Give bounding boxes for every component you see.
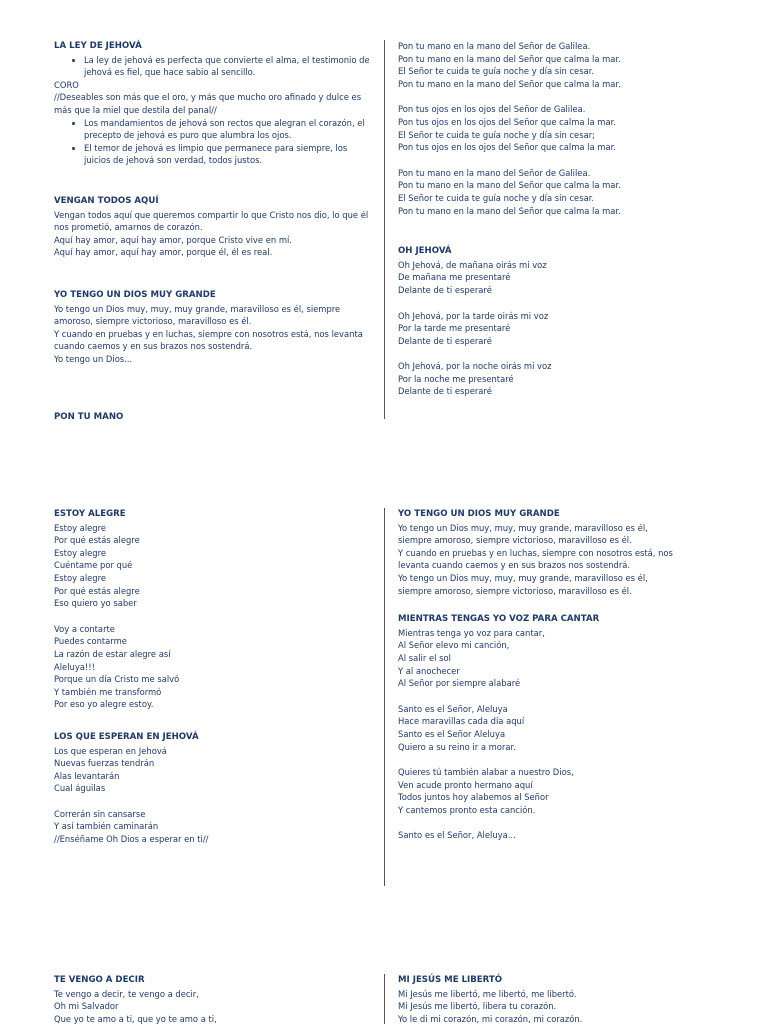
song-oh-jehova	[398, 245, 718, 398]
lyric-line: Por la tarde me presentaré	[398, 323, 511, 334]
lyric-line: Y cuando en pruebas y en luchas, siempre con nosotros está, nos	[398, 547, 673, 558]
stanza	[398, 259, 718, 297]
lyric-line: Y así también caminarán	[54, 821, 159, 832]
list-item: • El temor de jehová es limpio que permanece para siempre, los juicios de jehová son verdad, todos justos.	[84, 142, 372, 167]
lyric-line: Estoy alegre	[54, 547, 107, 558]
song-los-que-esperan	[54, 731, 372, 846]
song-title: LOS QUE ESPERAN EN JEHOVÁ	[54, 731, 199, 742]
page-3-left-column	[54, 974, 372, 1025]
lyric-line: Pon tu mano en la mano del Señor de Galilea.	[398, 167, 591, 178]
lyric-line: Al salir el sol	[398, 652, 451, 663]
stanza	[398, 766, 718, 816]
lyric-line: Yo tengo un Dios...	[54, 353, 133, 364]
page-1-left-column	[54, 40, 372, 425]
bullet-list	[54, 54, 372, 79]
chorus-label: CORO	[54, 79, 79, 90]
lyric-line: Que yo te amo a ti, que yo te amo a ti,	[54, 1013, 217, 1024]
lyric-line: Ven acude pronto hermano aquí	[398, 779, 533, 790]
song-title: MI JESÚS ME LIBERTÓ	[398, 975, 503, 985]
song-title: OH JEHOVÁ	[398, 246, 452, 257]
song-mientras-tenga-voz	[398, 613, 718, 842]
lyric-line: Pon tu mano en la mano del Señor que calma la mar.	[398, 205, 621, 216]
lyric-line: Hace maravillas cada día aquí	[398, 716, 525, 727]
lyric-line: Estoy alegre	[54, 522, 107, 533]
lyric-line: Oh Jehová, por la tarde oirás mi voz	[398, 310, 549, 321]
lyric-line: Puedes contarme	[54, 636, 127, 647]
lyric-line: Todos juntos hoy alabemos al Señor	[398, 792, 549, 803]
lyric-line: Mientras tenga yo voz para cantar,	[398, 627, 545, 638]
lyric-line: El Señor te cuida te guía noche y día sin cesar.	[398, 66, 595, 77]
stanza	[54, 522, 372, 610]
lyric-line: Oh Jehová, de mañana oirás mi voz	[398, 259, 547, 270]
stanza	[398, 40, 718, 90]
lyric-line: Santo es el Señor Aleluya	[398, 728, 506, 739]
lyric-line: Pon tus ojos en los ojos del Señor que calma la mar.	[398, 142, 616, 153]
column-divider	[384, 974, 385, 1024]
lyric-line: Alas levantarán	[54, 770, 120, 781]
lyric-line: Aleluya!!!	[54, 661, 96, 672]
lyric-line: Delante de ti esperaré	[398, 284, 492, 295]
lyric-line: Santo es el Señor, Aleluya...	[398, 830, 516, 841]
stanza	[398, 829, 718, 842]
page-2	[0, 508, 768, 888]
bullet-list	[54, 117, 372, 167]
page-3	[0, 974, 768, 1024]
lyric-line: Y también me transformó	[54, 686, 162, 697]
lyric-line: Cuéntame por qué	[54, 560, 133, 571]
lyric-line: Por la noche me presentaré	[398, 373, 514, 384]
lyric-line: Pon tus ojos en los ojos del Señor de Galilea.	[398, 104, 586, 115]
lyric-line: Vengan todos aquí que queremos compartir lo que Cristo nos dio, lo que él nos prometió, amarnos de corazón.	[54, 209, 369, 233]
lyric-line: Pon tu mano en la mano del Señor que calma la mar.	[398, 180, 621, 191]
song-vengan-todos-aqui	[54, 195, 372, 259]
page-1	[0, 40, 768, 423]
lyric-line: Santo es el Señor, Aleluya	[398, 703, 508, 714]
lyric-line: Pon tu mano en la mano del Señor que calma la mar.	[398, 78, 621, 89]
column-divider	[384, 40, 385, 419]
lyric-line: Mi Jesús me libertó, me libertó, me libertó.	[398, 988, 577, 999]
lyric-line: Oh Jehová, por la noche oirás mi voz	[398, 361, 552, 372]
stanza	[54, 623, 372, 711]
lyric-line: Oh mi Salvador	[54, 1001, 119, 1012]
lyric-line: siempre amoroso, siempre victorioso, maravilloso es él.	[398, 535, 632, 546]
song-la-ley-de-jehova	[54, 40, 372, 167]
lyric-line: Quieres tú también alabar a nuestro Dios,	[398, 767, 574, 778]
song-title: YO TENGO UN DIOS MUY GRANDE	[398, 509, 560, 519]
lyric-line: Y cantemos pronto esta canción.	[398, 804, 536, 815]
page-3-right-column	[398, 974, 718, 1025]
chorus-text: //Deseables son más que el oro, y más que mucho oro afinado y dulce es más que la miel que destila del panal//	[54, 92, 362, 115]
list-item: • Los mandamientos de jehová son rectos que alegran el corazón, el precepto de jehová es puro que alumbra los ojos.	[84, 117, 372, 142]
lyric-line: Los que esperan en Jehová	[54, 745, 167, 756]
song-title: ESTOY ALEGRE	[54, 509, 126, 519]
lyric-line: Yo tengo un Dios muy, muy, muy grande, maravilloso es él, siempre amoroso, siempre victorioso, maravilloso es él.	[54, 303, 341, 327]
page-1-right-column	[398, 40, 718, 424]
lyric-line: Por qué estás alegre	[54, 585, 140, 596]
lyric-line: El Señor te cuida te guía noche y día sin cesar.	[398, 192, 595, 203]
song-yo-tengo-un-dios-2	[398, 508, 718, 597]
lyric-line: La razón de estar alegre así	[54, 648, 171, 659]
stanza	[398, 703, 718, 753]
lyric-line: Quiero a su reino ir a morar.	[398, 741, 516, 752]
stanza	[54, 745, 372, 795]
stanza	[398, 103, 718, 153]
song-title-pon-tu-mano: PON TU MANO	[54, 412, 124, 423]
song-title: TE VENGO A DECIR	[54, 975, 145, 985]
lyric-line: Estoy alegre	[54, 572, 107, 583]
song-title: YO TENGO UN DIOS MUY GRANDE	[54, 289, 216, 300]
lyric-line: De mañana me presentaré	[398, 272, 511, 283]
lyric-line: Pon tu mano en la mano del Señor que calma la mar.	[398, 53, 621, 64]
stanza	[398, 360, 718, 398]
lyric-line: Delante de ti esperaré	[398, 335, 492, 346]
song-title: LA LEY DE JEHOVÁ	[54, 41, 142, 51]
lyric-line: Mi Jesús me libertó, libera tu corazón.	[398, 1001, 557, 1012]
lyric-line: Delante de ti esperaré	[398, 386, 492, 397]
stanza	[54, 808, 372, 846]
lyric-line: Correrán sin cansarse	[54, 808, 146, 819]
lyric-line: Voy a contarte	[54, 623, 115, 634]
lyric-line: siempre amoroso, siempre victorioso, maravilloso es él.	[398, 585, 632, 596]
page-2-right-column	[398, 508, 718, 868]
page-2-left-column	[54, 508, 372, 872]
list-item: • La ley de jehová es perfecta que convierte el alma, el testimonio de jehová es fiel, que hace sabio al sencillo.	[84, 54, 372, 79]
lyric-line: Porque un día Cristo me salvó	[54, 674, 180, 685]
song-title: VENGAN TODOS AQUÍ	[54, 195, 159, 206]
stanza	[398, 627, 718, 690]
lyric-line: levanta cuando caemos y en sus brazos nos sostendrá.	[398, 560, 631, 571]
lyric-line: Y cuando en pruebas y en luchas, siempre con nosotros está, nos levanta cuando caemos y en sus brazos nos sostendrá.	[54, 328, 363, 352]
stanza	[398, 167, 718, 217]
stanza	[398, 310, 718, 348]
lyric-line: Eso quiero yo saber	[54, 598, 137, 609]
lyric-line: Te vengo a decir, te vengo a decir,	[54, 988, 199, 999]
song-title: MIENTRAS TENGAS YO VOZ PARA CANTAR	[398, 614, 600, 625]
song-yo-tengo-un-dios	[54, 289, 372, 366]
lyric-line: Yo tengo un Dios muy, muy, muy grande, maravilloso es él,	[398, 572, 648, 583]
lyric-line: Cual águilas	[54, 783, 106, 794]
lyric-line: Yo le di mi corazón, mi corazón, mi corazón.	[398, 1013, 583, 1024]
column-divider	[384, 508, 385, 886]
lyric-line: Pon tus ojos en los ojos del Señor que calma la mar.	[398, 116, 616, 127]
song-pon-tu-mano-lyrics	[398, 40, 718, 217]
lyric-line: Aquí hay amor, aquí hay amor, porque él, él es real.	[54, 247, 273, 258]
lyric-line: Al Señor por siempre alabaré	[398, 678, 521, 689]
lyric-line: El Señor te cuida te guía noche y día sin cesar;	[398, 129, 595, 140]
lyric-line: Y al anochecer	[398, 665, 460, 676]
lyric-line: Pon tu mano en la mano del Señor de Galilea.	[398, 41, 591, 51]
lyric-line: //Enséñame Oh Dios a esperar en ti//	[54, 834, 209, 845]
lyric-line: Por eso yo alegre estoy.	[54, 699, 154, 710]
lyric-line: Por qué estás alegre	[54, 535, 140, 546]
lyric-line: Al Señor elevo mi canción,	[398, 640, 510, 651]
lyric-line: Nuevas fuerzas tendrán	[54, 758, 155, 769]
song-estoy-alegre	[54, 508, 372, 711]
lyric-line: Aquí hay amor, aquí hay amor, porque Cristo vive en mí.	[54, 234, 292, 245]
lyric-line: Yo tengo un Dios muy, muy, muy grande, maravilloso es él,	[398, 522, 648, 533]
